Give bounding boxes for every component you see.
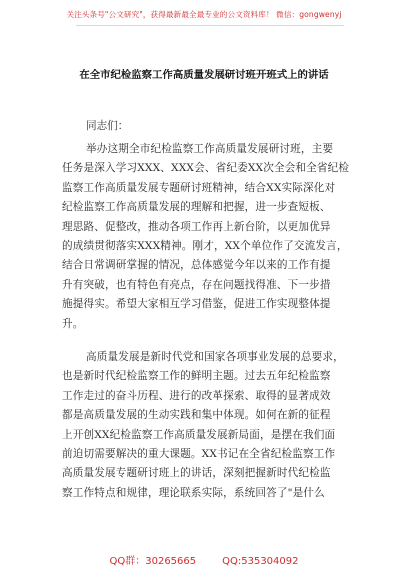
paragraph-line: 监察工作高质量发展专题研讨班精神，结合XX实际深化对 [62, 181, 336, 194]
paragraph-line: 举办这期全市纪检监察工作高质量发展研讨班，主要 [86, 143, 334, 155]
paragraph-line: 上开创XX纪检监察工作高质量发展新局面，是摆在我们面 [62, 428, 336, 441]
salutation: 同志们： [86, 120, 129, 132]
paragraph-line: 任务是深入学习XXX、XXX会、省纪委XX次全会和全省纪检 [62, 162, 350, 175]
paragraph-line: 施提得实。希望大家相互学习借鉴，促进工作实现整体提 [62, 298, 331, 311]
paragraph-line: 升有突破，也有特色有亮点，存在问题找得准、下一步措 [62, 278, 331, 291]
paragraph-2 [62, 348, 360, 503]
paragraph-line: 前迫切需要解决的重大课题。XX书记在全省纪检监察工作 [62, 447, 336, 460]
qq-contact-number: QQ:535304092 [222, 556, 299, 567]
paragraph-line: 高质量发展是新时代党和国家各项事业发展的总要求， [86, 351, 344, 363]
paragraph-line: 理思路、促整改，推动各项工作再上新台阶，以更加优异 [62, 220, 331, 233]
paragraph-line: 结合日常调研掌握的情况，总体感觉今年以来的工作有提 [62, 259, 331, 272]
paragraph-line: 的成绩贯彻落实XXX精神。刚才，XX个单位作了交流发言， [62, 239, 348, 252]
paragraph-line: 都是高质量发展的生动实践和集中体现。如何在新的征程 [62, 409, 331, 422]
paragraph-line: 纪检监察工作高质量发展的理解和把握，进一步查短板、 [62, 201, 331, 214]
header-divider [76, 25, 344, 26]
promo-header: 关注头条号"公文研究"，获得最新最全最专业的公文资料库！ 微信：gongwenyj [66, 10, 342, 19]
qq-group-number: QQ群：30265665 [109, 556, 197, 567]
paragraph-1 [62, 140, 360, 334]
paragraph-line: 工作走过的奋斗历程、进行的改革探索、取得的显著成效 [62, 389, 331, 402]
document-title: 在全市纪检监察工作高质量发展研讨班开班式上的讲话 [79, 69, 329, 81]
contact-footer [0, 552, 408, 567]
paragraph-line: 高质量发展专题研讨班上的讲话，深刻把握新时代纪检监 [62, 467, 331, 480]
paragraph-line: 升。 [62, 317, 84, 330]
paragraph-line: 也是新时代纪检监察工作的鲜明主题。过去五年纪检监察 [62, 370, 331, 383]
paragraph-line: 察工作特点和规律，理论联系实际，系统回答了"是什么 [62, 486, 325, 499]
